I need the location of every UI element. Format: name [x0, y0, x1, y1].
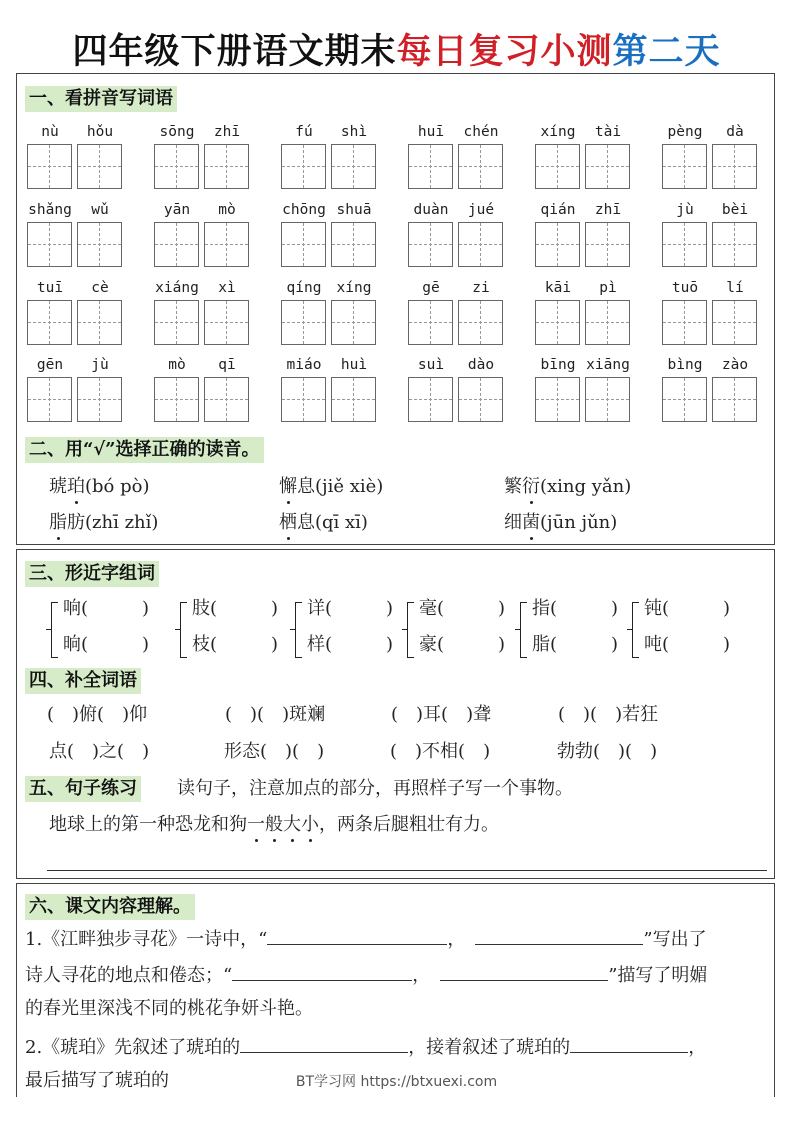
idiom-item[interactable]: ( )俯( )仰: [47, 704, 148, 725]
writing-cell[interactable]: [154, 144, 199, 189]
q2-text-c: ，: [688, 1037, 707, 1058]
q2-text-b: ，接着叙述了琥珀的: [408, 1037, 571, 1058]
reading-item[interactable]: [504, 474, 631, 500]
pinyin-label: pèng: [667, 124, 703, 140]
word-box-group: [27, 355, 123, 423]
writing-cell[interactable]: [712, 222, 757, 267]
brace-icon: [180, 602, 191, 658]
q1-text-a: 1.《江畔独步寻花》一诗中，“: [25, 929, 268, 950]
writing-cell[interactable]: [331, 222, 376, 267]
writing-cell[interactable]: [535, 144, 580, 189]
dotted-char: 般: [265, 812, 283, 838]
writing-cell[interactable]: [281, 377, 326, 422]
word-box-group: [662, 122, 758, 190]
pair-char: 毫: [419, 598, 437, 619]
q1-text-e: ，: [412, 965, 431, 986]
pinyin-label: duàn: [413, 202, 449, 218]
pinyin-label: shǎng: [28, 202, 72, 218]
pair-blank[interactable]: ( ): [662, 634, 731, 655]
q1-blank-3[interactable]: [232, 960, 412, 981]
q1-text-b: ，: [447, 929, 466, 950]
pair-blank[interactable]: ( ): [210, 634, 279, 655]
idiom-item[interactable]: ( )( )斑斓: [225, 704, 326, 725]
pair-blank[interactable]: ( ): [550, 634, 619, 655]
pair-blank[interactable]: ( ): [81, 598, 150, 619]
pinyin-label: yān: [163, 202, 191, 218]
pair-word[interactable]: [63, 596, 149, 622]
writing-cell[interactable]: [204, 144, 249, 189]
word-box-group: [281, 122, 377, 190]
word-box-group: [408, 200, 504, 268]
brace-icon: [51, 602, 62, 658]
writing-cell[interactable]: [27, 300, 72, 345]
section-box-3: [16, 883, 775, 1097]
pair-char: 详: [307, 598, 325, 619]
pair-blank[interactable]: ( ): [662, 598, 731, 619]
writing-cell[interactable]: [77, 377, 122, 422]
q1-text-d: 诗人寻花的地点和倦态；“: [25, 965, 233, 986]
writing-cell[interactable]: [77, 222, 122, 267]
pinyin-label: xiáng: [155, 280, 199, 296]
char-pair: [180, 596, 290, 668]
writing-cell[interactable]: [331, 377, 376, 422]
dotted-char: 脂: [49, 510, 67, 536]
reading-options: 肪(zhī zhǐ): [67, 512, 159, 533]
section-box-2: [16, 549, 775, 879]
pinyin-label: gē: [422, 280, 440, 296]
sentence-dotted: [247, 814, 319, 835]
pinyin-label: kāi: [544, 280, 572, 296]
pinyin-label: dào: [467, 357, 495, 373]
pinyin-label: sōng: [159, 124, 195, 140]
pair-char: 晌: [63, 634, 81, 655]
pair-blank[interactable]: ( ): [325, 598, 394, 619]
word-box-group: [27, 278, 123, 346]
pinyin-label: tài: [594, 124, 622, 140]
writing-cell[interactable]: [408, 377, 453, 422]
writing-cell[interactable]: [712, 144, 757, 189]
q1-blank-1[interactable]: [267, 924, 447, 945]
pair-word[interactable]: [644, 596, 730, 622]
word-box-group: [281, 200, 377, 268]
pinyin-label: xì: [218, 280, 236, 296]
pinyin-label: dà: [726, 124, 744, 140]
dotted-char: 一: [247, 812, 265, 838]
pair-char: 肢: [192, 598, 210, 619]
writing-cell[interactable]: [662, 300, 707, 345]
word-box-group: [535, 278, 631, 346]
writing-cell[interactable]: [458, 300, 503, 345]
writing-cell[interactable]: [281, 300, 326, 345]
reading-options: (jūn jǔn): [540, 512, 618, 533]
sentence-pre: 地球上的第一种恐龙和狗: [49, 814, 247, 835]
writing-cell[interactable]: [27, 377, 72, 422]
idiom-line-1: [47, 702, 658, 728]
writing-cell[interactable]: [204, 377, 249, 422]
word-box-group: [154, 122, 250, 190]
brace-icon: [295, 602, 306, 658]
dotted-char: 懈: [279, 474, 297, 500]
reading-options: (xing yǎn): [540, 476, 632, 497]
word-box-group: [535, 200, 631, 268]
reading-prefix: 细: [504, 512, 522, 533]
char-pair: [295, 596, 405, 668]
writing-cell[interactable]: [154, 300, 199, 345]
pinyin-label: tuī: [36, 280, 64, 296]
writing-cell[interactable]: [458, 144, 503, 189]
word-box-group: [535, 355, 631, 423]
page-title: [0, 30, 793, 74]
reading-item[interactable]: [49, 510, 158, 536]
example-sentence: [49, 812, 499, 838]
word-box-group: [408, 122, 504, 190]
pinyin-label: shì: [340, 124, 368, 140]
section1-title: 一、看拼音写词语: [25, 86, 177, 112]
pair-blank[interactable]: ( ): [210, 598, 279, 619]
pair-word[interactable]: [644, 632, 730, 658]
section5-title: 五、句子练习: [25, 776, 141, 802]
idiom-item[interactable]: ( )不相( ): [390, 741, 491, 762]
section2-title: 二、用“√”选择正确的读音。: [25, 437, 264, 463]
pinyin-label: zi: [472, 280, 490, 296]
writing-cell[interactable]: [204, 300, 249, 345]
word-box-group: [281, 355, 377, 423]
q2-text-d: 最后描写了琥珀的: [25, 1070, 169, 1091]
pair-char: 响: [63, 598, 81, 619]
writing-cell[interactable]: [204, 222, 249, 267]
brace-icon: [520, 602, 531, 658]
pinyin-label: jué: [467, 202, 495, 218]
dotted-char: 大: [283, 812, 301, 838]
title-part1: 四年级下册语文期末: [72, 31, 397, 72]
reading-item[interactable]: [49, 474, 150, 500]
footer-watermark: BT学习网 https://btxuexi.com: [295, 1074, 498, 1090]
writing-cell[interactable]: [408, 300, 453, 345]
pair-blank[interactable]: ( ): [437, 598, 506, 619]
section3-title: 三、形近字组词: [25, 561, 159, 587]
writing-cell[interactable]: [712, 300, 757, 345]
pinyin-label: qíng: [286, 280, 322, 296]
writing-cell[interactable]: [585, 144, 630, 189]
pinyin-label: huì: [340, 357, 368, 373]
reading-options: 息(qī xī): [297, 512, 368, 533]
pair-char: 钝: [644, 598, 662, 619]
writing-cell[interactable]: [585, 300, 630, 345]
q1-text-f: ”描写了明媚: [608, 965, 708, 986]
pinyin-label: hǒu: [86, 124, 114, 140]
pair-word[interactable]: [307, 596, 393, 622]
title-part3: 第二天: [612, 31, 721, 72]
pair-blank[interactable]: ( ): [325, 634, 394, 655]
pinyin-label: jù: [676, 202, 694, 218]
pair-word[interactable]: [192, 596, 278, 622]
word-box-group: [408, 355, 504, 423]
pinyin-label: bīng: [540, 357, 576, 373]
writing-cell[interactable]: [535, 377, 580, 422]
writing-cell[interactable]: [408, 144, 453, 189]
pinyin-label: gēn: [36, 357, 64, 373]
pair-blank[interactable]: ( ): [81, 634, 150, 655]
writing-cell[interactable]: [535, 222, 580, 267]
q1-line1: [25, 924, 707, 953]
section-box-1: [16, 73, 775, 545]
pinyin-label: mò: [218, 202, 236, 218]
q2-blank-1[interactable]: [240, 1032, 408, 1053]
q2-line1: [25, 1032, 706, 1061]
answer-line[interactable]: [47, 870, 767, 871]
idiom-item[interactable]: 形态( )( ): [224, 741, 325, 762]
pinyin-label: zào: [721, 357, 749, 373]
pair-blank[interactable]: ( ): [437, 634, 506, 655]
pair-word[interactable]: [307, 632, 393, 658]
writing-cell[interactable]: [77, 300, 122, 345]
pair-char: 枝: [192, 634, 210, 655]
q2-text-a: 2.《琥珀》先叙述了琥珀的: [25, 1037, 241, 1058]
writing-cell[interactable]: [331, 300, 376, 345]
char-pair: [407, 596, 517, 668]
pinyin-label: zhī: [213, 124, 241, 140]
word-box-group: [408, 278, 504, 346]
pinyin-label: nù: [41, 124, 59, 140]
pinyin-label: wǔ: [91, 202, 109, 218]
char-pair: [520, 596, 630, 668]
pair-char: 脂: [532, 634, 550, 655]
pinyin-label: xíng: [540, 124, 576, 140]
brace-icon: [407, 602, 418, 658]
reading-options: (bó pò): [85, 476, 150, 497]
pinyin-label: cè: [91, 280, 109, 296]
idiom-line-2: [49, 739, 657, 765]
sentence-post: ，两条后腿粗壮有力。: [319, 814, 499, 835]
writing-cell[interactable]: [585, 377, 630, 422]
writing-cell[interactable]: [281, 144, 326, 189]
q1-text-c: ”写出了: [643, 929, 707, 950]
pinyin-label: miáo: [286, 357, 322, 373]
writing-cell[interactable]: [712, 377, 757, 422]
pinyin-label: lí: [726, 280, 744, 296]
pinyin-label: xíng: [336, 280, 372, 296]
writing-cell[interactable]: [27, 222, 72, 267]
title-part2: 每日复习小测: [396, 31, 613, 72]
pinyin-label: bìng: [667, 357, 703, 373]
writing-cell[interactable]: [408, 222, 453, 267]
q2-blank-2[interactable]: [570, 1032, 688, 1053]
q1-line3: 的春光里深浅不同的桃花争妍斗艳。: [25, 998, 313, 1019]
word-box-group: [662, 200, 758, 268]
pinyin-label: zhī: [594, 202, 622, 218]
writing-cell[interactable]: [154, 222, 199, 267]
pinyin-label: bèi: [721, 202, 749, 218]
brace-icon: [632, 602, 643, 658]
writing-cell[interactable]: [458, 222, 503, 267]
reading-prefix: 琥: [49, 476, 67, 497]
pair-word[interactable]: [63, 632, 149, 658]
reading-item[interactable]: [504, 510, 617, 536]
pair-word[interactable]: [532, 632, 618, 658]
pair-char: 豪: [419, 634, 437, 655]
pinyin-label: chōng: [282, 202, 326, 218]
word-box-group: [281, 278, 377, 346]
pair-char: 指: [532, 598, 550, 619]
q1-blank-4[interactable]: [440, 960, 608, 981]
pair-char: 样: [307, 634, 325, 655]
pair-blank[interactable]: ( ): [550, 598, 619, 619]
pinyin-label: xiāng: [586, 357, 630, 373]
word-box-group: [27, 200, 123, 268]
writing-cell[interactable]: [331, 144, 376, 189]
reading-item[interactable]: [279, 510, 368, 536]
dotted-char: 衍: [522, 474, 540, 500]
word-box-group: [662, 278, 758, 346]
char-pair: [51, 596, 161, 668]
section6-title: 六、课文内容理解。: [25, 894, 195, 920]
idiom-item[interactable]: ( )耳( )聋: [391, 704, 492, 725]
pinyin-label: qián: [540, 202, 576, 218]
pair-word[interactable]: [532, 596, 618, 622]
pinyin-label: chén: [463, 124, 499, 140]
writing-cell[interactable]: [458, 377, 503, 422]
writing-cell[interactable]: [662, 377, 707, 422]
pinyin-label: fú: [295, 124, 313, 140]
word-box-group: [154, 355, 250, 423]
q1-line2: [25, 960, 707, 989]
word-box-group: [535, 122, 631, 190]
reading-options: 息(jiě xiè): [297, 476, 384, 497]
word-box-group: [154, 278, 250, 346]
writing-cell[interactable]: [535, 300, 580, 345]
idiom-item[interactable]: ( )( )若狂: [558, 704, 659, 725]
pinyin-label: jù: [91, 357, 109, 373]
pair-word[interactable]: [192, 632, 278, 658]
section4-title: 四、补全词语: [25, 668, 141, 694]
pinyin-label: pì: [599, 280, 617, 296]
idiom-item[interactable]: 点( )之( ): [49, 741, 150, 762]
dotted-char: 栖: [279, 510, 297, 536]
writing-cell[interactable]: [662, 222, 707, 267]
idiom-item[interactable]: 勃勃( )( ): [557, 741, 658, 762]
word-box-group: [154, 200, 250, 268]
pair-char: 吨: [644, 634, 662, 655]
pinyin-label: suì: [417, 357, 445, 373]
word-box-group: [27, 122, 123, 190]
pinyin-label: huī: [417, 124, 445, 140]
writing-cell[interactable]: [154, 377, 199, 422]
writing-cell[interactable]: [281, 222, 326, 267]
word-box-group: [662, 355, 758, 423]
pinyin-label: qī: [218, 357, 236, 373]
reading-prefix: 繁: [504, 476, 522, 497]
q1-blank-2[interactable]: [475, 924, 643, 945]
dotted-char: 菌: [522, 510, 540, 536]
writing-cell[interactable]: [27, 144, 72, 189]
dotted-char: 小: [301, 812, 319, 838]
writing-cell[interactable]: [662, 144, 707, 189]
dotted-char: 珀: [67, 474, 85, 500]
pinyin-label: mò: [168, 357, 186, 373]
pair-word[interactable]: [419, 632, 505, 658]
pinyin-label: shuā: [336, 202, 372, 218]
pinyin-label: tuō: [671, 280, 699, 296]
pair-word[interactable]: [419, 596, 505, 622]
writing-cell[interactable]: [77, 144, 122, 189]
reading-item[interactable]: [279, 474, 383, 500]
writing-cell[interactable]: [585, 222, 630, 267]
section5-instruction: 读句子，注意加点的部分，再照样子写一个事物。: [177, 778, 573, 799]
char-pair: [632, 596, 742, 668]
